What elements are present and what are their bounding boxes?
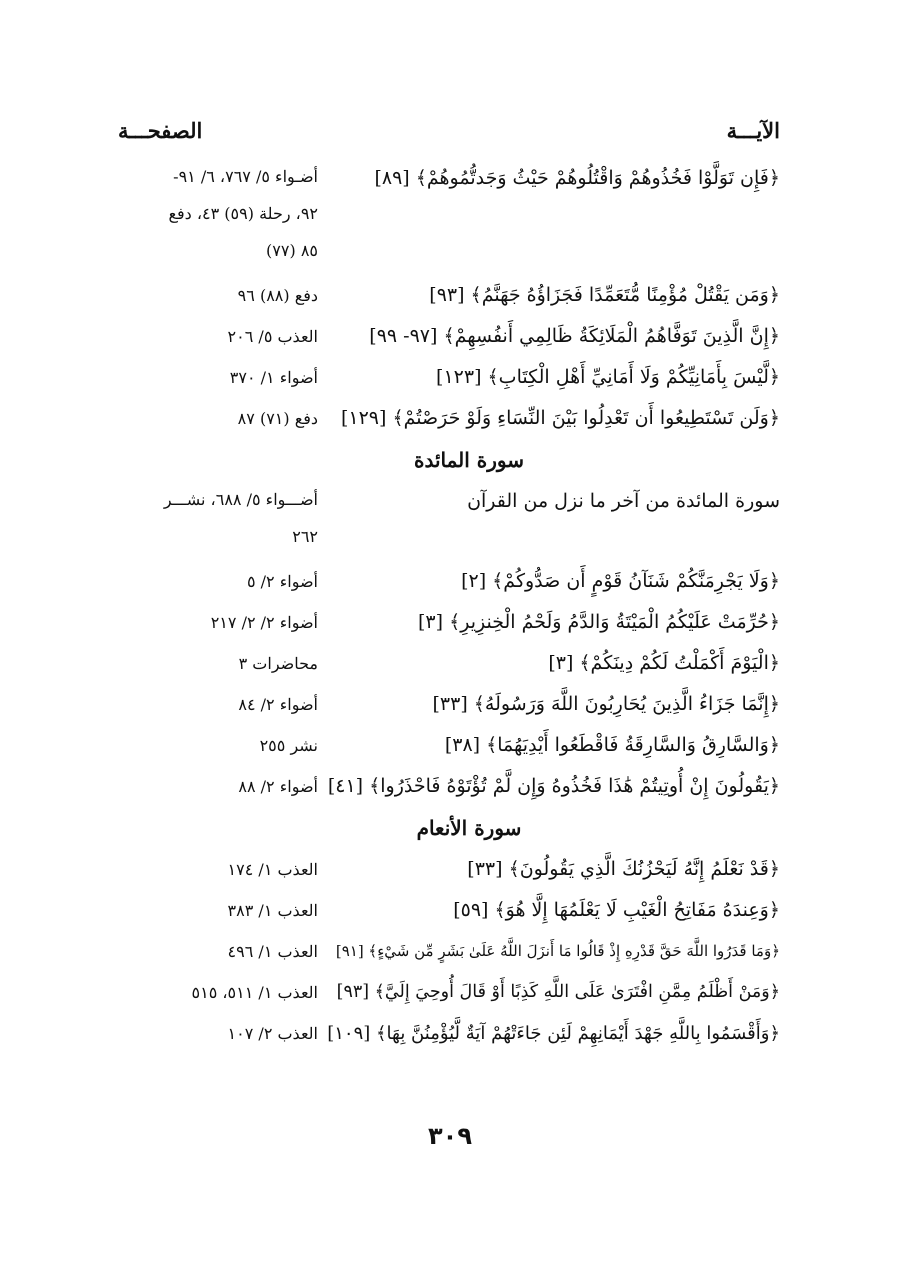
- index-entry: [118, 481, 780, 555]
- reference: العذب ١/ ٥١١، ٥١٥: [191, 983, 318, 1002]
- verse-text: ﴿قَدْ نَعْلَمُ إِنَّهُ لَيَحْزُنُكَ الَّذِي يَقُولُونَ﴾ [٣٣]: [467, 858, 780, 880]
- reference: أضواء ١/ ٣٧٠: [229, 368, 318, 387]
- index-entry: [118, 972, 780, 1013]
- reference: العذب ١/ ٣٨٣: [227, 901, 318, 920]
- index-entry: [118, 684, 780, 725]
- column-header: [118, 118, 780, 158]
- index-entry: [118, 316, 780, 357]
- page-column-heading: الصفحـــة: [118, 118, 203, 143]
- index-entry: [118, 890, 780, 931]
- index-entry: [118, 357, 780, 398]
- reference-line: أضـــواء ٥/ ٦٨٨، نشـــر: [163, 490, 318, 509]
- index-page: [118, 118, 780, 1054]
- reference: العذب ٢/ ١٠٧: [227, 1024, 318, 1043]
- verse-text: ﴿فَإِن تَوَلَّوْا فَخُذُوهُمْ وَاقْتُلُوهُمْ حَيْثُ وَجَدتُّمُوهُمْ﴾ [٨٩]: [374, 167, 780, 189]
- verse-text: ﴿الْيَوْمَ أَكْمَلْتُ لَكُمْ دِينَكُمْ﴾ [٣]: [548, 652, 780, 674]
- reference: دفع (٨٨) ٩٦: [237, 286, 318, 305]
- verse-text: ﴿وَأَقْسَمُوا بِاللَّهِ جَهْدَ أَيْمَانِهِمْ لَئِن جَاءَتْهُمْ آيَةٌ لَّيُؤْمِنُنَّ بِهَا﴾ [١٠٩]: [327, 1023, 780, 1044]
- reference: أضواء ٢/ ٢/ ٢١٧: [210, 613, 318, 632]
- verse-text: ﴿وَمَن يَقْتُلْ مُؤْمِنًا مُّتَعَمِّدًا فَجَزَاؤُهُ جَهَنَّمُ﴾ [٩٣]: [429, 284, 780, 306]
- surah-heading: سورة الأنعام: [416, 816, 522, 840]
- index-entry: [118, 275, 780, 316]
- verse-text: ﴿إِنَّ الَّذِينَ تَوَفَّاهُمُ الْمَلَائِكَةُ ظَالِمِي أَنفُسِهِمْ﴾ [٩٧- ٩٩]: [369, 325, 780, 347]
- verse-text: ﴿وَلَا يَجْرِمَنَّكُمْ شَنَآنُ قَوْمٍ أَن صَدُّوكُمْ﴾ [٢]: [461, 570, 780, 592]
- reference-line: ٨٥ (٧٧): [266, 241, 318, 260]
- verse-text: ﴿وَالسَّارِقُ وَالسَّارِقَةُ فَاقْطَعُوا أَيْدِيَهُمَا﴾ [٣٨]: [444, 734, 780, 756]
- index-entry: [118, 1013, 780, 1054]
- reference: [118, 481, 318, 555]
- reference: العذب ١/ ٤٩٦: [227, 942, 318, 961]
- surah-heading: سورة المائدة: [413, 448, 525, 472]
- intro-text: سورة المائدة من آخر ما نزل من القرآن: [467, 490, 780, 512]
- reference: محاضرات ٣: [238, 654, 318, 673]
- verse-text: ﴿وَعِندَهُ مَفَاتِحُ الْغَيْبِ لَا يَعْلَمُهَا إِلَّا هُوَ﴾ [٥٩]: [453, 899, 780, 921]
- reference: أضواء ٢/ ٨٤: [238, 695, 318, 714]
- verse-text: ﴿وَلَن تَسْتَطِيعُوا أَن تَعْدِلُوا بَيْنَ النِّسَاءِ وَلَوْ حَرَصْتُمْ﴾ [١٢٩]: [340, 407, 780, 429]
- reference-line: ٩٢، رحلة (٥٩) ٤٣، دفع: [168, 204, 318, 223]
- verse-text: ﴿لَّيْسَ بِأَمَانِيِّكُمْ وَلَا أَمَانِيِّ أَهْلِ الْكِتَابِ﴾ [١٢٣]: [436, 366, 780, 388]
- index-entry: [118, 849, 780, 890]
- reference-line: ٢٦٢: [292, 527, 318, 546]
- index-entry: [118, 766, 780, 807]
- index-entry: [118, 602, 780, 643]
- verse-column-heading: الآيـــة: [726, 118, 780, 143]
- verse-text: ﴿إِنَّمَا جَزَاءُ الَّذِينَ يُحَارِبُونَ اللَّهَ وَرَسُولَهُ﴾ [٣٣]: [432, 693, 780, 715]
- verse-text: ﴿حُرِّمَتْ عَلَيْكُمُ الْمَيْتَةُ وَالدَّمُ وَلَحْمُ الْخِنزِيرِ﴾ [٣]: [418, 611, 780, 633]
- index-entry: [118, 725, 780, 766]
- verse-text: ﴿وَمَا قَدَرُوا اللَّهَ حَقَّ قَدْرِهِ إِذْ قَالُوا مَا أَنزَلَ اللَّهُ عَلَىٰ بَشَرٍ مِّن شَيْءٍ﴾ [٩١]: [335, 942, 780, 960]
- page-number: ٣٠٩: [428, 1122, 472, 1150]
- reference-line: أضـواء ٥/ ٧٦٧، ٦/ ٩١-: [173, 167, 318, 186]
- reference: أضواء ٢/ ٨٨: [238, 777, 318, 796]
- index-entry: [118, 158, 780, 269]
- reference: نشر ٢٥٥: [259, 736, 318, 755]
- verse-text: ﴿يَقُولُونَ إِنْ أُوتِيتُمْ هَٰذَا فَخُذُوهُ وَإِن لَّمْ تُؤْتَوْهُ فَاحْذَرُوا﴾ [٤١]: [327, 775, 780, 797]
- reference: [118, 158, 318, 269]
- index-entry: [118, 561, 780, 602]
- index-entry: [118, 643, 780, 684]
- index-entry: [118, 931, 780, 972]
- reference: أضواء ٢/ ٥: [246, 572, 318, 591]
- reference: العذب ٥/ ٢٠٦: [227, 327, 318, 346]
- reference: دفع (٧١) ٨٧: [237, 409, 318, 428]
- reference: العذب ١/ ١٧٤: [227, 860, 318, 879]
- index-entry: [118, 398, 780, 439]
- verse-text: ﴿وَمَنْ أَظْلَمُ مِمَّنِ افْتَرَىٰ عَلَى اللَّهِ كَذِبًا أَوْ قَالَ أُوحِيَ إِلَيَّ﴾ [٩٣]: [336, 982, 780, 1002]
